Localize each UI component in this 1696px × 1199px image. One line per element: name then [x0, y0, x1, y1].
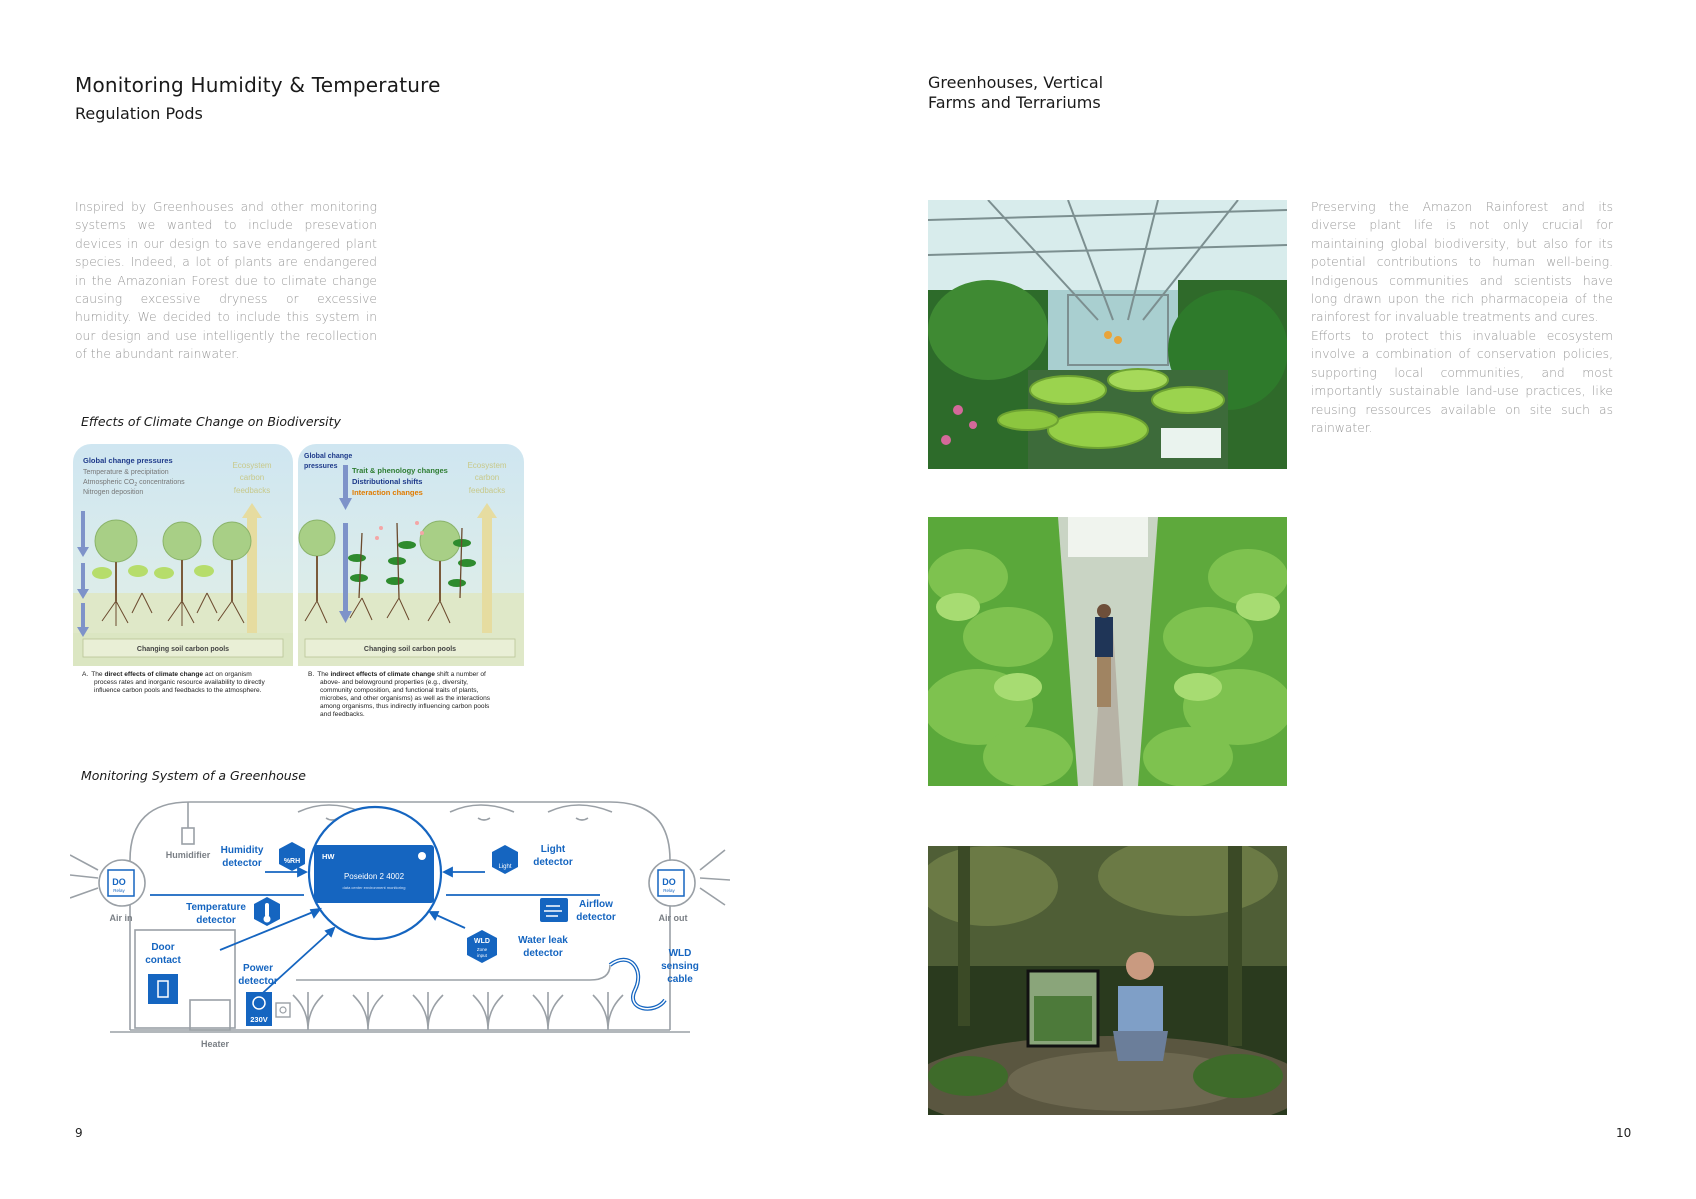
- svg-text:Zone: Zone: [476, 947, 488, 952]
- svg-text:DO: DO: [662, 877, 676, 887]
- svg-text:detector: detector: [523, 948, 563, 959]
- svg-text:community composition, and fun: community composition, and functional traits of plants,: [320, 687, 479, 694]
- svg-text:Air in: Air in: [109, 913, 133, 923]
- svg-text:Ecosystem: Ecosystem: [467, 461, 507, 470]
- svg-text:pressures: pressures: [304, 463, 338, 470]
- svg-text:HW: HW: [322, 852, 335, 861]
- svg-text:input: input: [477, 953, 487, 958]
- svg-text:Relay: Relay: [113, 888, 125, 893]
- svg-text:among organisms, thus indirect: among organisms, thus indirectly influencing carbon pools: [320, 703, 490, 710]
- panel-a: [73, 444, 293, 666]
- right-paragraph-1: Preserving the Amazon Rainforest and its diverse plant life is not only crucial for maintaining global biodiversity, but also for its potential contributions to human well-being. Indigenous communities and scientists have long drawn upon the rich pharmacopeia of the rainforest for invaluable treatments and cures.: [1311, 200, 1613, 325]
- svg-text:WLD: WLD: [474, 938, 490, 945]
- door-icon: [148, 974, 178, 1004]
- svg-text:Power: Power: [242, 963, 274, 974]
- svg-text:above- and belowground propert: above- and belowground properties (e.g., diversity,: [320, 679, 468, 686]
- svg-text:detector: detector: [222, 858, 262, 869]
- page-number-right: 10: [1616, 1126, 1632, 1140]
- intro-paragraph: Inspired by Greenhouses and other monitoring systems we wanted to include presevation devices in our design to save endangered plant species. Indeed, a lot of plants are endangered in the Amazonian Forest due to climate change causing excessive dryness or excessive humidity. We decided to include this system in our design and use intelligently the recollection of the abundant rainwater.: [75, 200, 377, 362]
- svg-text:carbon: carbon: [474, 473, 500, 482]
- vertical-farm-photo: [928, 517, 1287, 786]
- svg-text:Light: Light: [498, 864, 512, 870]
- airflow-icon: [540, 898, 568, 922]
- panel-b: [298, 444, 524, 666]
- a-pressures-title: Global change pressures: [83, 456, 173, 465]
- svg-text:Air out: Air out: [658, 913, 688, 923]
- svg-text:Heater: Heater: [200, 1039, 230, 1049]
- svg-text:Temperature: Temperature: [186, 902, 246, 913]
- svg-text:Atmospheric CO2 concentrations: Atmospheric $CO_2$ concentrations: [83, 479, 185, 488]
- svg-text:cable: cable: [667, 974, 693, 985]
- svg-text:Light: Light: [540, 844, 566, 855]
- svg-text:A.The direct effects of climat: A. The direct effects of climate change act on organism: [82, 671, 252, 678]
- svg-text:Changing soil carbon pools: Changing soil carbon pools: [363, 646, 457, 653]
- svg-text:B.The indirect effects of clim: B. The indirect effects of climate change shift a number of: [308, 671, 486, 678]
- svg-text:feedbacks: feedbacks: [233, 486, 271, 495]
- figure-caption-greenhouse: Monitoring System of a Greenhouse: [81, 768, 306, 783]
- svg-text:Global change: Global change: [304, 453, 353, 460]
- svg-text:process rates and inorganic re: process rates and inorganic resource availability to directly: [94, 679, 265, 686]
- svg-text:feedbacks: feedbacks: [468, 486, 506, 495]
- figure-caption-climate: Effects of Climate Change on Biodiversity: [81, 414, 341, 429]
- svg-text:Poseidon 2 4002: Poseidon 2 4002: [343, 872, 405, 881]
- svg-text:Nitrogen deposition: Nitrogen deposition: [83, 489, 144, 496]
- svg-text:Interaction changes: Interaction changes: [352, 488, 423, 497]
- page-number-left: 9: [75, 1126, 83, 1140]
- svg-text:230V: 230V: [250, 1015, 268, 1024]
- svg-text:carbon: carbon: [239, 473, 265, 482]
- svg-text:Trait & phenology changes: Trait & phenology changes: [352, 466, 448, 475]
- svg-text:Door: Door: [151, 942, 175, 953]
- svg-text:Humidifier: Humidifier: [165, 850, 211, 860]
- svg-text:Water leak: Water leak: [518, 935, 568, 946]
- svg-text:detector: detector: [238, 976, 278, 987]
- svg-text:sensing: sensing: [661, 961, 699, 972]
- svg-text:microbes, and other organisms): microbes, and other organisms) as well as the interactions: [320, 695, 491, 702]
- right-page-title: Greenhouses, Vertical Farms and Terrariums: [928, 73, 1104, 112]
- svg-text:Relay: Relay: [663, 888, 675, 893]
- page-subtitle: Regulation Pods: [75, 104, 203, 123]
- svg-text:Changing soil carbon pools: Changing soil carbon pools: [136, 646, 230, 653]
- svg-text:data center environment monito: data center environment monitoring: [342, 885, 406, 890]
- svg-text:Humidity: Humidity: [220, 845, 264, 856]
- svg-text:WLD: WLD: [668, 948, 692, 959]
- greenhouse-photo: [928, 200, 1287, 469]
- svg-text:Distributional shifts: Distributional shifts: [352, 477, 423, 486]
- svg-text:DO: DO: [112, 877, 126, 887]
- climate-biodiversity-figure: [72, 443, 528, 728]
- greenhouse-monitoring-diagram: [70, 800, 730, 1050]
- svg-text:detector: detector: [533, 857, 573, 868]
- svg-text:influence carbon pools and fee: influence carbon pools and feedbacks to the atmosphere.: [94, 687, 262, 694]
- page-title: Monitoring Humidity & Temperature: [75, 73, 441, 97]
- svg-text:detector: detector: [196, 915, 236, 926]
- svg-text:%RH: %RH: [283, 858, 301, 865]
- right-paragraph-2: Efforts to protect this invaluable ecosystem involve a combination of conservation policies, supporting local communities, and most importantly sustainable land-use practices, like reusing ressources available on site such as rainwater.: [1311, 329, 1613, 436]
- svg-text:contact: contact: [145, 955, 181, 966]
- svg-text:Temperature & precipitation: Temperature & precipitation: [83, 469, 169, 476]
- svg-text:Airflow: Airflow: [579, 899, 613, 910]
- svg-text:and feedbacks.: and feedbacks.: [320, 711, 365, 718]
- svg-text:detector: detector: [576, 912, 616, 923]
- svg-text:Ecosystem: Ecosystem: [232, 461, 272, 470]
- humidity-icon: [279, 842, 305, 871]
- terrarium-photo: [928, 846, 1287, 1115]
